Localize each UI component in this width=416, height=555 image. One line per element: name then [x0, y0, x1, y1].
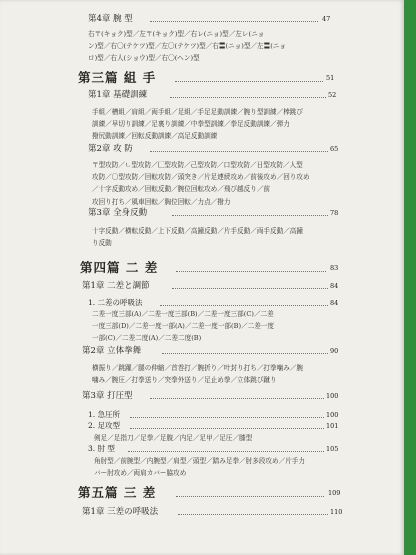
section-title: 3. 肘 型: [88, 444, 115, 453]
part-title: 第四篇 二 差: [80, 260, 159, 275]
page-number: 101: [326, 422, 339, 430]
page-number: 47: [322, 15, 331, 23]
dot-leader: [130, 428, 324, 429]
section-items: 剣足／足指刀／足拳／足腹／内足／足甲／足圧／膝型: [94, 434, 253, 442]
part-title: 第五篇 三 差: [78, 485, 157, 500]
chapter-title: 第2章 攻 防: [88, 144, 133, 154]
chapter-title: 第1章 基礎訓練: [88, 90, 148, 100]
dot-leader: [172, 288, 328, 289]
page-number: 51: [326, 74, 335, 82]
dot-leader: [160, 305, 328, 306]
dot-leader: [170, 97, 326, 98]
dot-leader: [175, 81, 323, 82]
dot-leader: [150, 151, 328, 152]
dot-leader: [150, 21, 318, 22]
chapter-title: 第4章 腕 型: [88, 14, 133, 24]
page-number: 65: [330, 145, 339, 153]
chapter-title: 第3章 全身反動: [88, 208, 148, 218]
chapter-title: 第3章 打圧型: [82, 391, 133, 401]
chapter-items: 〒型攻防／ㄴ型攻防／匚型攻防／己型攻防／口型攻防／日型攻防／人型 攻防／〇型攻防／回転攻防／頭突き／片足連続攻め／前後攻め／回り攻め ／十字反動攻め／回転反動／腕位回転攻め／飛び越反り／前 攻回り打ち／風車回転／胸位回転／力点／撥力: [92, 161, 310, 206]
section-items: 二差一度三部(A)／二差一度三部(B)／二差一度三部(C)／二差 一度三部(D)／二差一度一部(A)／二差一度一部(B)／二差一度 一部(C)／二差二度(A)／二差二度(B): [92, 310, 274, 343]
chapter-items: 十字反動／横転反動／上下反動／高鐘反動／片手反動／両手反動／高鐘 り反動: [92, 227, 303, 248]
page-number: 83: [330, 264, 339, 272]
page-number: 105: [326, 445, 339, 453]
page-number: 90: [330, 347, 339, 355]
chapter-items: 横振り／跳躍／腿の伸縮／首巻打／腕折り／叶封り打ち／打拳噛み／腕 噛み／腕圧／打拳送り／突拳外送り／足止め拳／立体跳び蹴り: [92, 364, 303, 385]
section-title: 2. 足攻型: [88, 421, 121, 430]
page-number: 110: [330, 508, 343, 516]
chapter-title: 第2章 立体拳舞: [82, 346, 142, 356]
dot-leader: [178, 514, 328, 515]
page-number: 78: [330, 209, 339, 217]
section-items: 角肘型／前腕型／内腕型／肩型／頭型／踏み足拳／肘多段攻め／片手力 バー肘攻め／両肩カバー脇攻め: [94, 457, 305, 478]
section-title: 1. 二差の呼吸法: [88, 298, 143, 307]
page-number: 52: [328, 91, 337, 99]
section-title: 1. 急圧所: [88, 410, 121, 419]
dot-leader: [162, 353, 328, 354]
dot-leader: [176, 271, 326, 272]
part-title: 第三篇 組 手: [78, 70, 157, 85]
chapter-title: 第1章 三差の呼吸法: [82, 507, 159, 517]
dot-leader: [130, 417, 324, 418]
dot-leader: [150, 398, 324, 399]
page-number: 100: [326, 411, 339, 419]
page-number: 109: [328, 489, 341, 497]
chapter-items: 右〒(キョク)型／左〒(キョク)型／右レ(ニョ)型／左レ(ニョ ン)型／右〇(テケツ)型／左〇(テケツ)型／右〓(ニョ)型／左〓(ニョ ロ)型／右人(ショウ)型／右〇(ヘン)型: [88, 30, 286, 63]
dot-leader: [172, 215, 328, 216]
dot-leader: [176, 496, 324, 497]
chapter-title: 第1章 二差と調節: [82, 281, 150, 291]
page-number: 84: [330, 299, 339, 307]
page-number: 84: [330, 282, 339, 290]
chapter-items: 手組／槽組／肩組／両手組／足組／手足足動訓練／腕り型訓練／棒跳び 訓練／早切り訓練／足裏り訓練／中拳型訓練／拳足反動訓練／弾力 撥尻動訓練／回転反動訓練／高足反動訓練: [92, 108, 303, 141]
dot-leader: [128, 451, 324, 452]
page-number: 100: [326, 392, 339, 400]
